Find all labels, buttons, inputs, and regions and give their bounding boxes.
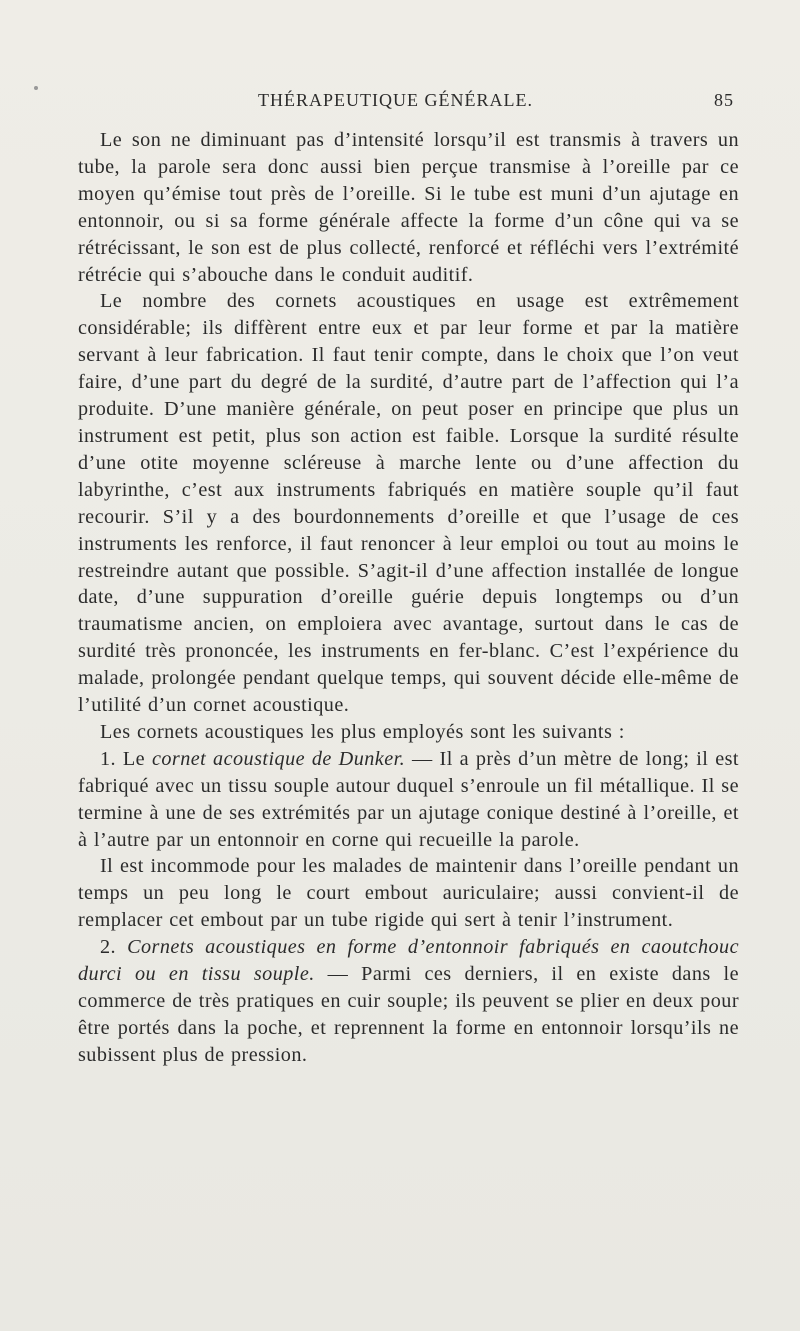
paragraph-sound-transmission: Le son ne diminuant pas d’intensité lorsqu’il est transmis à travers un tube, la parole sera donc aussi bien perçue transmise à l’oreille par ce moyen qu’émise tout près de l’oreille. Si le tube est muni d’un ajutage en entonnoir, ou si sa forme générale affecte la forme d’un cône qui va se rétrécissant, le son est de plus collecté, renforcé et réfléchi vers l’extrémité rétrécie qui s’abouche dans le conduit auditif. xyxy=(78,129,739,286)
item-title: Cornets acoustiques en forme d’entonnoir fabriqués en caoutchouc durci ou en tissu souple. xyxy=(78,936,739,986)
item-number: 2. xyxy=(100,936,128,959)
body-text xyxy=(78,127,739,1069)
paragraph-list-intro: Les cornets acoustiques les plus employés sont les suivants : xyxy=(100,720,625,743)
item-number: 1. Le xyxy=(100,747,152,770)
paragraph-item-dunker xyxy=(78,746,739,854)
paragraph-choice-of-cornets: Le nombre des cornets acoustiques en usage est extrêmement considérable; ils diffèrent entre eux et par leur forme et par la matière servant à leur fabrication. Il faut tenir compte, dans le choix que l’on veut faire, d’une part du degré de la surdité, d’autre part de l’affection qui l’a produite. D’une manière générale, on peut poser en principe que plus un instrument est petit, plus son action est faible. Lorsque la surdité résulte d’une otite moyenne scléreuse à marche lente ou d’une affection du labyrinthe, c’est aux instruments fabriqués en matière souple qu’il faut recourir. S’il y a des bourdonnements d’oreille et que l’usage de ces instruments les renforce, il faut renoncer à leur emploi ou tout au moins le restreindre autant que possible. S’agit-il d’une affection installée de longue date, d’une suppuration d’oreille guérie depuis longtemps ou d’un traumatisme ancien, on emploiera avec avantage, surtout dans le cas de surdité très prononcée, les instruments en fer-blanc. C’est l’expérience du malade, prolongée pendant quelque temps, qui souvent décide elle-même de l’utilité d’un cornet acoustique. xyxy=(78,290,739,717)
item-title: cornet acoustique de Dunker. xyxy=(151,747,406,770)
running-title: THÉRAPEUTIQUE GÉNÉRALE. xyxy=(258,90,533,110)
scan-speck xyxy=(34,86,38,90)
item-description: — Parmi ces derniers, il en existe dans le commerce de très pratiques en cuir souple; ils peuvent se plier en deux pour être portés dans la poche, et reprennent la forme en entonnoir lorsqu’ils ne subissent plus de pression. xyxy=(78,963,739,1066)
paragraph-item-funnel xyxy=(78,934,739,1069)
paragraph-ear-tip: Il est incommode pour les malades de maintenir dans l’oreille pendant un temps un peu long le court embout auriculaire; aussi convient-il de remplacer cet embout par un tube rigide qui sert à tenir l’instrument. xyxy=(78,855,739,932)
item-description: — Il a près d’un mètre de long; il est fabriqué avec un tissu souple autour duquel s’enroule un fil métallique. Il se termine à une de ses extrémités par un ajutage conique destiné à l’oreille, et à l’autre par un entonnoir en corne qui recueille la parole. xyxy=(78,747,739,851)
page-number: 85 xyxy=(714,90,734,110)
running-head xyxy=(78,90,734,116)
